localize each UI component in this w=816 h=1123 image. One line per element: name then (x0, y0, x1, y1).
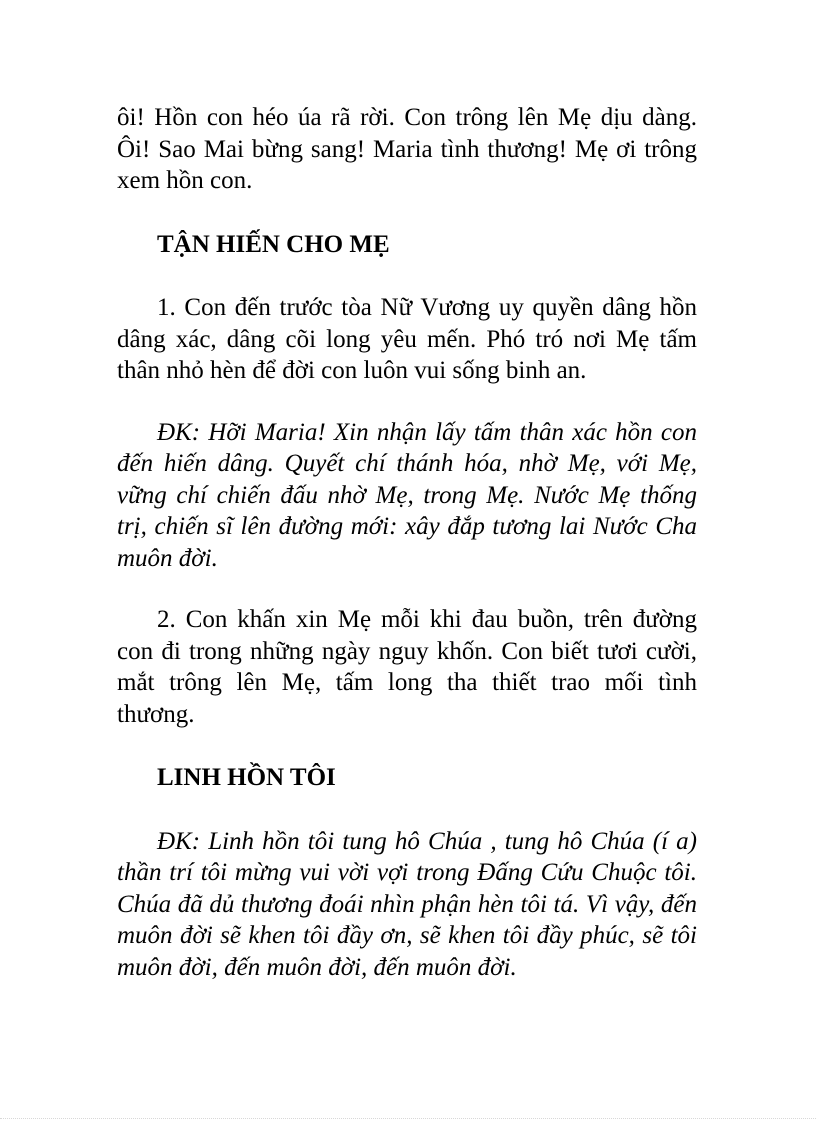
verse-2: 2. Con khấn xin Mẹ mỗi khi đau buồn, trên đường con đi trong những ngày nguy khốn. Con biết tươi cười, mắt trông lên Mẹ, tấm long tha thiết trao mối tình thương. (117, 606, 697, 728)
section-title-tan-hien-cho-me: TẬN HIẾN CHO MẸ (157, 230, 390, 258)
verse-1: 1. Con đến trước tòa Nữ Vương uy quyền dâng hồn dâng xác, dâng cõi long yêu mến. Phó tró nơi Mẹ tấm thân nhỏ hèn để đời con luôn vui sống binh an. (117, 294, 697, 384)
refrain-linh-hon-toi: ĐK: Linh hồn tôi tung hô Chúa , tung hô Chúa (í a) thần trí tôi mừng vui vời vợi trong Đấng Cứu Chuộc tôi. Chúa đã dủ thương đoái nhìn phận hèn tôi tá. Vì vậy, đến muôn đời sẽ khen tôi đầy ơn, sẽ khen tôi đầy phúc, sẽ tôi muôn đời, đến muôn đời, đến muôn đời. (117, 827, 697, 981)
refrain-tan-hien: ĐK: Hỡi Maria! Xin nhận lấy tấm thân xác hồn con đến hiến dâng. Quyết chí thánh hóa, nhờ Mẹ, với Mẹ, vững chí chiến đấu nhờ Mẹ, trong Mẹ. Nước Mẹ thống trị, chiến sĩ lên đường mới: xây đắp tương lai Nước Cha muôn đời. (117, 418, 697, 572)
intro-paragraph: ôi! Hồn con héo úa rã rời. Con trông lên Mẹ dịu dàng. Ôi! Sao Mai bừng sang! Maria tình thương! Mẹ ơi trông xem hồn con. (117, 104, 697, 194)
document-page (117, 102, 697, 983)
page-bottom-edge (0, 1118, 816, 1120)
section-title-linh-hon-toi: LINH HỒN TÔI (157, 764, 336, 791)
